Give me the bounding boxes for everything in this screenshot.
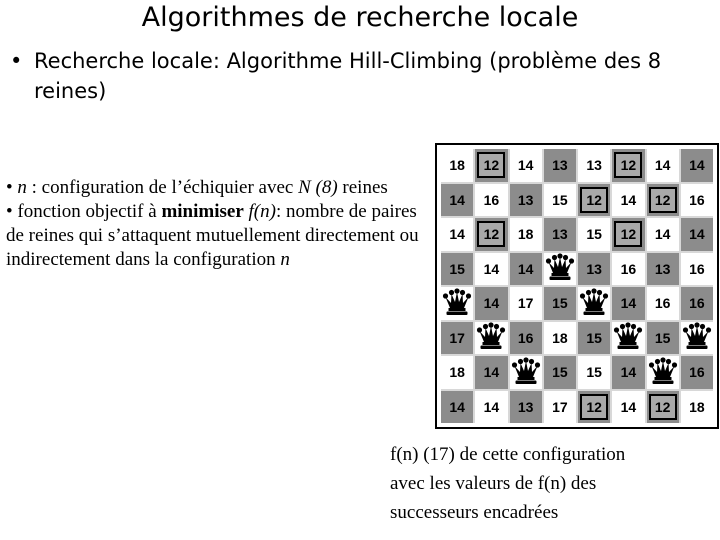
successor-value: 18 xyxy=(689,398,705,415)
board-cell xyxy=(441,391,473,424)
desc-line-1: • n : configuration de l’échiquier avec N (8) reines xyxy=(6,177,388,198)
board-cell xyxy=(681,218,713,251)
board-cell xyxy=(578,356,610,389)
board-cell xyxy=(681,356,713,389)
caption-line: successeurs encadrées xyxy=(390,502,559,523)
successor-value-boxed: 12 xyxy=(580,394,608,420)
successor-value: 14 xyxy=(517,260,534,277)
successor-value-boxed: 12 xyxy=(477,152,505,178)
board-cell xyxy=(612,356,644,389)
board-cell xyxy=(544,253,576,286)
successor-value: 13 xyxy=(552,157,568,174)
successor-value: 15 xyxy=(654,329,671,346)
successor-value: 15 xyxy=(449,260,465,277)
board-cell xyxy=(441,218,473,251)
slide-title: Algorithmes de recherche locale xyxy=(141,2,579,33)
successor-value: 14 xyxy=(654,157,671,174)
successor-value-boxed: 12 xyxy=(477,221,505,247)
successor-value: 14 xyxy=(449,191,465,208)
board-cell xyxy=(681,149,713,182)
caption-line: avec les valeurs de f(n) des xyxy=(390,473,597,494)
board-cell xyxy=(612,149,644,182)
successor-value: 16 xyxy=(689,295,705,312)
board-cell xyxy=(647,322,679,355)
board-cell xyxy=(475,149,507,182)
main-bullet-text: Recherche locale: Algorithme Hill-Climbing (problème des 8 reines) xyxy=(34,49,662,103)
board-cell xyxy=(612,218,644,251)
board-cell xyxy=(510,253,542,286)
successor-value: 13 xyxy=(586,157,602,174)
successor-value: 16 xyxy=(620,260,637,277)
board-cell xyxy=(510,356,542,389)
board-cell xyxy=(441,322,473,355)
successor-value: 15 xyxy=(586,364,602,381)
successor-value: 16 xyxy=(689,260,705,277)
board-cell xyxy=(612,253,644,286)
board-cell xyxy=(544,356,576,389)
successor-value: 14 xyxy=(620,398,637,415)
board-cell xyxy=(510,322,542,355)
board-cell xyxy=(544,287,576,320)
board-cell xyxy=(510,149,542,182)
successor-value: 17 xyxy=(449,329,465,346)
board-cell xyxy=(578,391,610,424)
successor-value: 13 xyxy=(552,226,568,243)
board-cell xyxy=(475,253,507,286)
board-cell xyxy=(578,184,610,217)
board-cell xyxy=(510,184,542,217)
successor-value: 16 xyxy=(517,329,534,346)
successor-value: 16 xyxy=(654,295,671,312)
board-cell xyxy=(510,287,542,320)
board-cell xyxy=(578,287,610,320)
board-cell xyxy=(510,391,542,424)
successor-value: 13 xyxy=(517,191,534,208)
successor-value: 13 xyxy=(586,260,602,277)
board-cell xyxy=(681,184,713,217)
board-cell xyxy=(681,322,713,355)
board-cell xyxy=(475,184,507,217)
board-cell xyxy=(578,218,610,251)
successor-value: 13 xyxy=(517,398,534,415)
board-cell xyxy=(475,218,507,251)
successor-value-boxed: 12 xyxy=(614,152,642,178)
board-cell xyxy=(681,287,713,320)
chessboard-grid xyxy=(441,149,713,423)
board-cell xyxy=(612,184,644,217)
chess-queen-icon xyxy=(613,322,643,353)
board-cell xyxy=(441,149,473,182)
chess-queen-icon xyxy=(648,357,678,388)
chess-queen-icon xyxy=(442,288,472,319)
successor-value: 14 xyxy=(517,157,534,174)
successor-value: 17 xyxy=(517,295,534,312)
successor-value: 14 xyxy=(620,364,637,381)
successor-value: 18 xyxy=(552,329,568,346)
successor-value: 14 xyxy=(689,226,705,243)
board-cell xyxy=(544,322,576,355)
successor-value: 15 xyxy=(586,329,602,346)
successor-value: 14 xyxy=(620,295,637,312)
successor-value: 14 xyxy=(449,226,465,243)
board-cell xyxy=(612,287,644,320)
board-cell xyxy=(578,253,610,286)
chess-queen-icon xyxy=(511,357,541,388)
successor-value: 17 xyxy=(552,398,568,415)
successor-value: 14 xyxy=(449,398,465,415)
board-cell xyxy=(441,287,473,320)
board-cell xyxy=(475,287,507,320)
successor-value: 16 xyxy=(689,364,705,381)
successor-value-boxed: 12 xyxy=(614,221,642,247)
board-caption xyxy=(390,440,715,527)
board-cell xyxy=(475,391,507,424)
successor-value: 14 xyxy=(620,191,637,208)
board-cell xyxy=(647,149,679,182)
chess-queen-icon xyxy=(682,322,712,353)
successor-value-boxed: 12 xyxy=(649,187,677,213)
successor-value: 15 xyxy=(552,295,568,312)
successor-value: 14 xyxy=(483,295,500,312)
successor-value: 14 xyxy=(689,157,705,174)
board-cell xyxy=(475,356,507,389)
board-cell xyxy=(647,218,679,251)
board-cell xyxy=(578,149,610,182)
successor-value: 18 xyxy=(449,364,465,381)
board-cell xyxy=(441,253,473,286)
board-cell xyxy=(647,391,679,424)
successor-value: 18 xyxy=(517,226,534,243)
successor-value: 18 xyxy=(449,157,465,174)
successor-value: 15 xyxy=(552,364,568,381)
successor-value: 15 xyxy=(586,226,602,243)
board-cell xyxy=(612,391,644,424)
successor-value: 16 xyxy=(483,191,500,208)
chess-queen-icon xyxy=(545,253,575,284)
successor-value: 14 xyxy=(654,226,671,243)
bullet-dot: • xyxy=(10,49,23,73)
desc-line-2: • fonction objectif à minimiser f(n): nombre de paires de reines qui s’attaquent mutuellement directement ou indirectement dans la configuration n xyxy=(6,201,419,270)
board-cell xyxy=(441,356,473,389)
board-cell xyxy=(544,184,576,217)
chess-queen-icon xyxy=(476,322,506,353)
board-cell xyxy=(544,149,576,182)
description xyxy=(6,176,426,272)
board-cell xyxy=(681,391,713,424)
successor-value: 14 xyxy=(483,364,500,381)
board-cell xyxy=(681,253,713,286)
board-cell xyxy=(647,356,679,389)
board-cell xyxy=(544,218,576,251)
board-cell xyxy=(544,391,576,424)
board-cell xyxy=(612,322,644,355)
successor-value: 15 xyxy=(552,191,568,208)
chess-queen-icon xyxy=(579,288,609,319)
board-cell xyxy=(475,322,507,355)
successor-value: 16 xyxy=(689,191,705,208)
board-cell xyxy=(647,184,679,217)
caption-line: f(n) (17) de cette configuration xyxy=(390,444,626,465)
successor-value-boxed: 12 xyxy=(649,394,677,420)
board-cell xyxy=(441,184,473,217)
board-cell xyxy=(647,287,679,320)
board-cell xyxy=(647,253,679,286)
successor-value-boxed: 12 xyxy=(580,187,608,213)
board-cell xyxy=(578,322,610,355)
successor-value: 14 xyxy=(483,260,500,277)
board-cell xyxy=(510,218,542,251)
successor-value: 14 xyxy=(483,398,500,415)
successor-value: 13 xyxy=(654,260,671,277)
main-bullet xyxy=(10,46,715,106)
chessboard xyxy=(435,143,719,429)
